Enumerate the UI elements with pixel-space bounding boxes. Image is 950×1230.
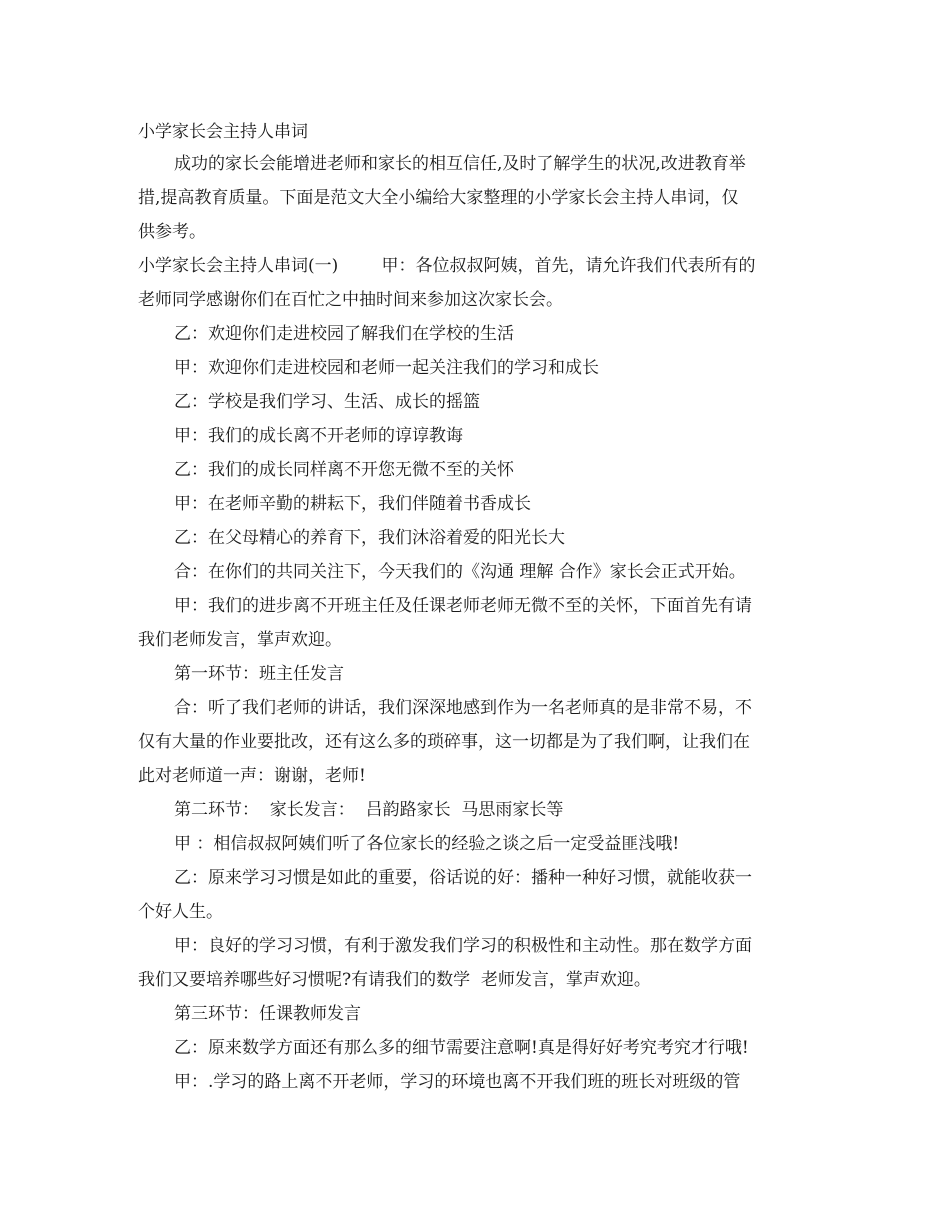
- text-line: 我们又要培养哪些好习惯呢?有请我们的数学 老师发言，掌声欢迎。: [138, 970, 651, 990]
- text-line: 第三环节：任课教师发言: [174, 1004, 361, 1024]
- section-heading: [138, 793, 812, 827]
- text-line: 仅有大量的作业要批改，还有这么多的琐碎事，这一切都是为了我们啊，让我们在: [138, 732, 750, 752]
- text-line: 小学家长会主持人串词(一) 甲：各位叔叔阿姨，首先，请允许我们代表所有的: [138, 256, 756, 276]
- dialogue-line: [138, 351, 812, 385]
- dialogue-line: [138, 555, 812, 589]
- text-line: 此对老师道一声：谢谢，老师!: [138, 766, 366, 786]
- dialogue-paragraph: [138, 861, 812, 929]
- text-line: 甲 ：相信叔叔阿姨们听了各位家长的经验之谈之后一定受益匪浅哦!: [174, 834, 680, 854]
- dialogue-paragraph: [138, 691, 812, 793]
- paragraph-intro: [138, 147, 812, 249]
- section-heading: [138, 997, 812, 1031]
- section-heading: [138, 657, 812, 691]
- text-line: 措,提高教育质量。下面是范文大全小编给大家整理的小学家长会主持人串词，仅: [138, 188, 739, 208]
- text-line: 甲：欢迎你们走进校园和老师一起关注我们的学习和成长: [174, 358, 599, 378]
- text-line: 合：听了我们老师的讲话，我们深深地感到作为一名老师真的是非常不易，不: [174, 698, 752, 718]
- document-title: 小学家长会主持人串词: [138, 122, 308, 142]
- text-line: 成功的家长会能增进老师和家长的相互信任,及时了解学生的状况,改进教育举: [174, 154, 746, 174]
- text-line: 乙：在父母精心的养育下，我们沐浴着爱的阳光长大: [174, 528, 565, 548]
- text-line: 甲：在老师辛勤的耕耘下，我们伴随着书香成长: [174, 494, 531, 514]
- text-line: 甲：我们的进步离不开班主任及任课老师老师无微不至的关怀，下面首先有请: [174, 596, 752, 616]
- dialogue-paragraph: [138, 589, 812, 657]
- document-body: [138, 117, 812, 1099]
- dialogue-paragraph: [138, 929, 812, 997]
- dialogue-line: [138, 453, 812, 487]
- dialogue-line: [138, 1065, 812, 1099]
- text-line: 甲：良好的学习习惯，有利于激发我们学习的积极性和主动性。那在数学方面: [174, 936, 752, 956]
- dialogue-line: [138, 827, 812, 861]
- text-line: 乙：学校是我们学习、生活、成长的摇篮: [174, 392, 480, 412]
- text-line: 乙：原来学习习惯是如此的重要，俗话说的好：播种一种好习惯，就能收获一: [174, 868, 752, 888]
- text-line: 甲：.学习的路上离不开老师，学习的环境也离不开我们班的班长对班级的管: [174, 1072, 741, 1092]
- text-line: 乙：欢迎你们走进校园了解我们在学校的生活: [174, 324, 514, 344]
- text-line: 个好人生。: [138, 902, 223, 922]
- text-line: 供参考。: [138, 222, 206, 242]
- dialogue-line: [138, 419, 812, 453]
- text-line: 我们老师发言，掌声欢迎。: [138, 630, 342, 650]
- text-line: 老师同学感谢你们在百忙之中抽时间来参加这次家长会。: [138, 290, 563, 310]
- text-line: 乙：我们的成长同样离不开您无微不至的关怀: [174, 460, 514, 480]
- text-line: 甲：我们的成长离不开老师的谆谆教诲: [174, 426, 463, 446]
- dialogue-line: [138, 385, 812, 419]
- dialogue-line: [138, 1031, 812, 1065]
- text-line: 第一环节：班主任发言: [174, 664, 344, 684]
- text-line: 合：在你们的共同关注下，今天我们的《沟通 理解 合作》家长会正式开始。: [174, 562, 746, 582]
- dialogue-line: [138, 487, 812, 521]
- text-line: 乙：原来数学方面还有那么多的细节需要注意啊!真是得好好考究考究才行哦!: [174, 1038, 749, 1058]
- dialogue-line: [138, 317, 812, 351]
- dialogue-line: [138, 521, 812, 555]
- text-line: 第二环节： 家长发言： 吕韵路家长 马思雨家长等: [174, 800, 564, 820]
- paragraph-section-one-heading: [138, 249, 812, 317]
